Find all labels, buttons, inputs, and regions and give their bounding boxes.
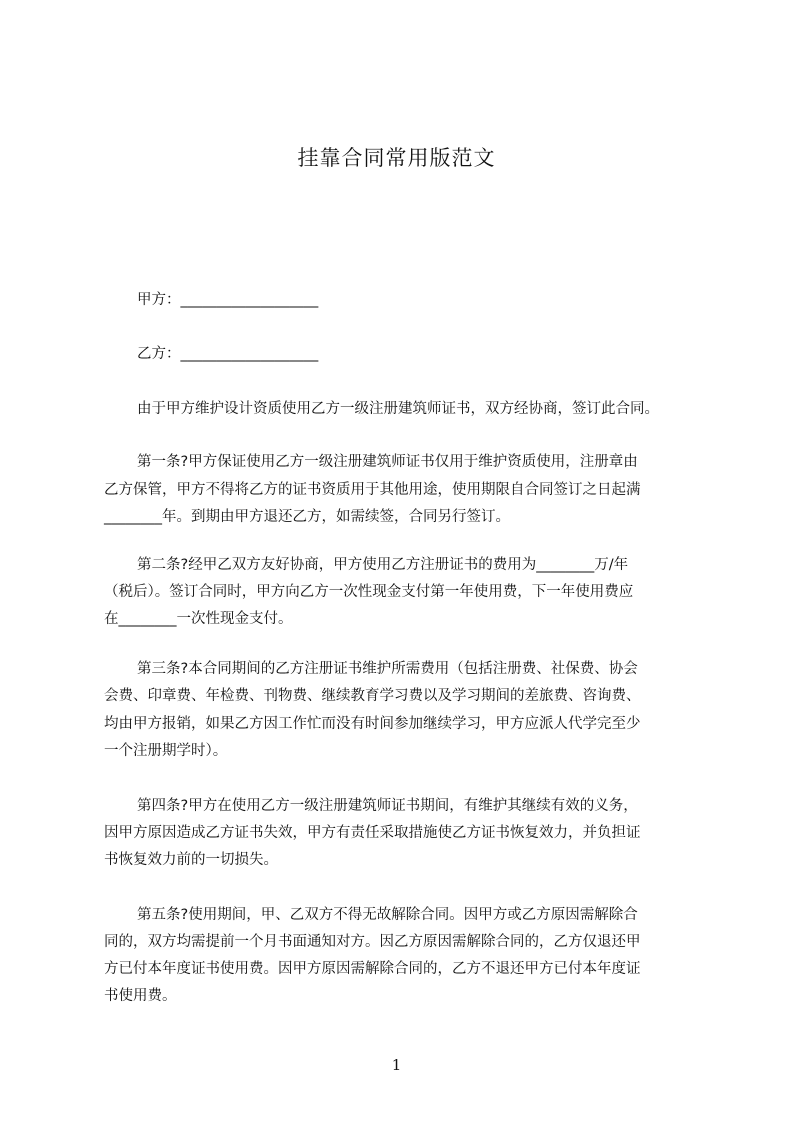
document-title: 挂靠合同常用版范文	[297, 146, 496, 170]
article-3-line-2: 会费、印章费、年检费、刊物费、继续教育学习费以及学习期间的差旅费、咨询费、	[104, 688, 641, 704]
party-a-line: 甲方：___________________	[137, 292, 319, 308]
article-2-line-2: （税后）。签订合同时，甲方向乙方一次性现金支付第一年使用费，下一年使用费应	[104, 584, 634, 600]
article-2-line-1: 第二条?经甲乙双方友好协商，甲方使用乙方注册证书的费用为________万/年	[137, 557, 629, 573]
article-3-line-4: 一个注册期学时）。	[104, 743, 228, 759]
article-5-line-1: 第五条?使用期间，甲、乙双方不得无故解除合同。因甲方或乙方原因需解除合	[137, 907, 638, 923]
page-number: 1	[391, 1056, 402, 1074]
article-5-line-2: 同的，双方均需提前一个月书面通知对方。因乙方原因需解除合同的，乙方仅退还甲	[104, 934, 641, 950]
article-5-line-4: 书使用费。	[104, 988, 177, 1004]
article-1-line-2: 乙方保管，甲方不得将乙方的证书资质用于其他用途，使用期限自合同签订之日起满	[104, 482, 641, 498]
party-b-line: 乙方：___________________	[137, 346, 319, 362]
article-1-line-3: ________年。到期由甲方退还乙方，如需续签，合同另行签订。	[104, 509, 510, 525]
article-3-line-3: 均由甲方报销，如果乙方因工作忙而没有时间参加继续学习，甲方应派人代学完至少	[104, 716, 641, 732]
preamble-paragraph: 由于甲方维护设计资质使用乙方一级注册建筑师证书，双方经协商，签订此合同。	[137, 401, 659, 417]
article-3-line-1: 第三条?本合同期间的乙方注册证书维护所需费用（包括注册费、社保费、协会	[137, 661, 638, 677]
article-1-line-1: 第一条?甲方保证使用乙方一级注册建筑师证书仅用于维护资质使用，注册章由	[137, 454, 638, 470]
article-5-line-3: 方已付本年度证书使用费。因甲方原因需解除合同的，乙方不退还甲方已付本年度证	[104, 961, 641, 977]
article-4-line-1: 第四条?甲方在使用乙方一级注册建筑师证书期间，有维护其继续有效的义务，	[137, 798, 638, 814]
article-2-line-3: 在________一次性现金支付。	[104, 611, 293, 627]
article-4-line-2: 因甲方原因造成乙方证书失效，甲方有责任采取措施使乙方证书恢复效力，并负担证	[104, 825, 641, 841]
article-4-line-3: 书恢复效力前的一切损失。	[104, 852, 278, 868]
